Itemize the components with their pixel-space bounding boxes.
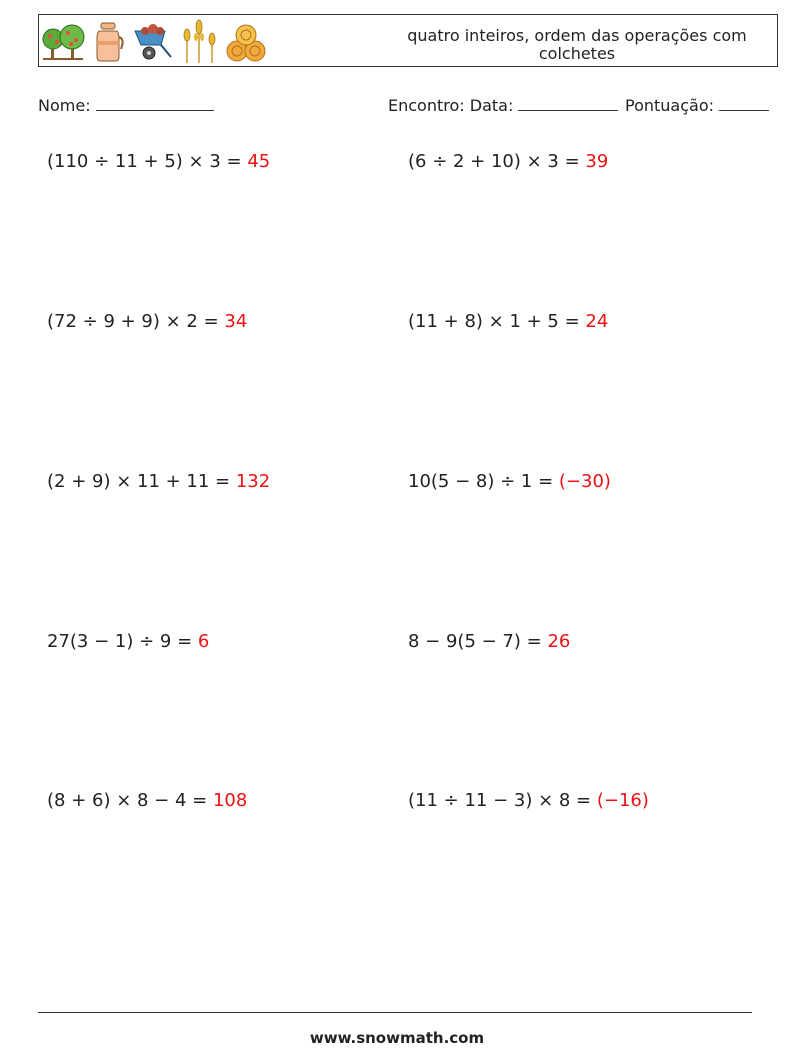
score-blank[interactable] [719,94,769,111]
problem-answer: (−16) [596,790,649,811]
problem-expression: (6 ÷ 2 + 10) × 3 = [408,151,586,172]
problem-answer: (−30) [558,471,611,492]
problem-expression: (2 + 9) × 11 + 11 = [47,471,236,492]
hay-bales-icon [225,19,269,65]
problem-answer: 108 [212,790,248,811]
problem-6 [408,471,611,493]
problem-expression: 27(3 − 1) ÷ 9 = [47,631,198,652]
date-blank[interactable] [518,94,618,111]
milk-jug-icon [91,19,125,65]
worksheet-title: quatro inteiros, ordem das operações com colchetes [407,26,747,63]
score-label: Pontuação: [625,96,715,115]
score-field [625,94,769,116]
problem-answer: 24 [585,311,609,332]
wheat-icon [179,19,221,65]
meeting-date-field [388,94,618,116]
problem-7 [47,631,209,653]
problem-expression: 10(5 − 8) ÷ 1 = [408,471,559,492]
footer-divider [38,1012,752,1013]
problem-expression: (11 + 8) × 1 + 5 = [408,311,586,332]
problem-5 [47,471,270,493]
problem-answer: 26 [547,631,571,652]
problem-answer: 132 [235,471,271,492]
problem-answer: 45 [247,151,271,172]
worksheet-header [38,14,778,67]
footer-url[interactable]: www.snowmath.com [309,1029,485,1047]
problem-1 [47,151,270,173]
meeting-date-label: Encontro: Data: [388,96,514,115]
problem-expression: (11 ÷ 11 − 3) × 8 = [408,790,597,811]
problem-8 [408,631,570,653]
problem-expression: (72 ÷ 9 + 9) × 2 = [47,311,225,332]
problem-2 [408,151,608,173]
problem-answer: 39 [585,151,609,172]
problem-4 [408,311,608,333]
problem-10 [408,790,649,812]
problem-answer: 6 [197,631,210,652]
header-icons [41,19,271,65]
fruit-trees-icon [41,19,87,65]
name-blank[interactable] [96,94,214,111]
problem-3 [47,311,247,333]
problem-expression: (8 + 6) × 8 − 4 = [47,790,213,811]
name-field [38,94,214,116]
problem-answer: 34 [224,311,248,332]
problem-expression: (110 ÷ 11 + 5) × 3 = [47,151,248,172]
problem-9 [47,790,247,812]
problem-expression: 8 − 9(5 − 7) = [408,631,548,652]
wheelbarrow-icon [131,19,175,65]
name-label: Nome: [38,96,91,115]
